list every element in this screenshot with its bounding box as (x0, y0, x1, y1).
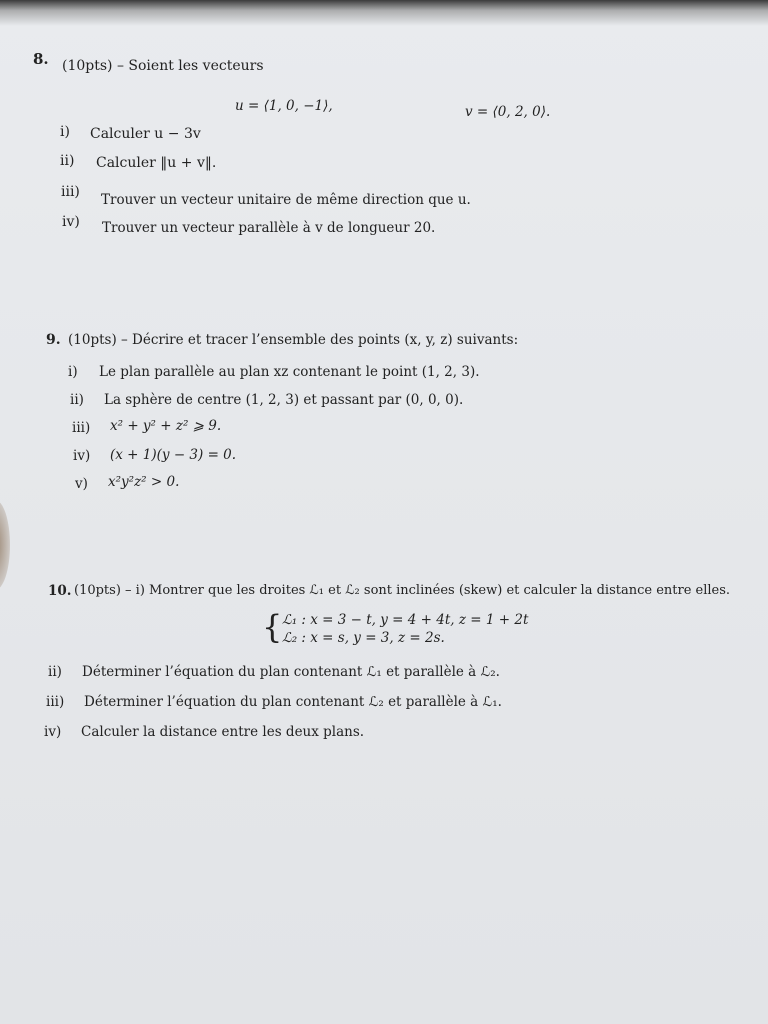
q10-line-l2: ℒ₂ : x = s, y = 3, z = 2s. (282, 630, 445, 646)
q8-item-iii-label: iii) (61, 184, 80, 200)
q8-item-i-label: i) (60, 124, 70, 140)
q10-line-l1: ℒ₁ : x = 3 − t, y = 4 + 4t, z = 1 + 2t (282, 612, 529, 628)
q8-item-iii-text: Trouver un vecteur unitaire de même direction que u. (101, 192, 471, 208)
q8-item-i-text: Calculer u − 3v (90, 126, 201, 142)
q8-u-definition: u = ⟨1, 0, −1⟩, (235, 98, 333, 114)
q10-intro: (10pts) – i) Montrer que les droites ℒ₁ et ℒ₂ sont inclinées (skew) et calculer la distance entre elles. (74, 583, 731, 598)
q10-item-iii-text: Déterminer l’équation du plan contenant ℒ₂ et parallèle à ℒ₁. (84, 694, 502, 710)
q9-item-iv-label: iv) (73, 448, 91, 464)
q10-number: 10. (48, 583, 72, 599)
q10-item-ii-text: Déterminer l’équation du plan contenant ℒ₁ et parallèle à ℒ₂. (82, 664, 500, 680)
q10-item-iv-label: iv) (44, 724, 62, 740)
q9-item-v-text: x²y²z² > 0. (108, 474, 180, 490)
q8-number: 8. (33, 50, 49, 68)
q9-item-iii-label: iii) (72, 420, 91, 436)
q9-intro: (10pts) – Décrire et tracer l’ensemble des points (x, y, z) suivants: (68, 332, 519, 348)
q9-item-iv-text: (x + 1)(y − 3) = 0. (110, 447, 237, 463)
q10-item-iv-text: Calculer la distance entre les deux plans. (81, 724, 365, 740)
q8-item-iv-text: Trouver un vecteur parallèle à v de longueur 20. (102, 220, 436, 236)
q8-item-iv-label: iv) (62, 214, 80, 230)
q10-item-ii-label: ii) (48, 664, 62, 680)
q10-item-iii-label: iii) (46, 694, 65, 710)
q9-item-v-label: v) (75, 476, 88, 492)
q8-item-ii-text: Calculer ‖u + v‖. (96, 155, 217, 171)
q9-number: 9. (46, 332, 61, 348)
q9-item-i-text: Le plan parallèle au plan xz contenant le point (1, 2, 3). (99, 364, 480, 380)
q8-intro: (10pts) – Soient les vecteurs (62, 58, 264, 74)
q8-v-definition: v = ⟨0, 2, 0⟩. (465, 104, 551, 120)
q9-item-ii-text: La sphère de centre (1, 2, 3) et passant par (0, 0, 0). (104, 392, 464, 408)
q9-item-iii-text: x² + y² + z² ⩾ 9. (110, 418, 222, 434)
photo-finger-shadow (0, 500, 10, 590)
photo-shadow-top (0, 0, 768, 26)
q8-item-ii-label: ii) (60, 153, 75, 169)
q9-item-ii-label: ii) (70, 392, 84, 408)
q9-item-i-label: i) (68, 364, 78, 380)
system-brace: { (262, 608, 283, 646)
